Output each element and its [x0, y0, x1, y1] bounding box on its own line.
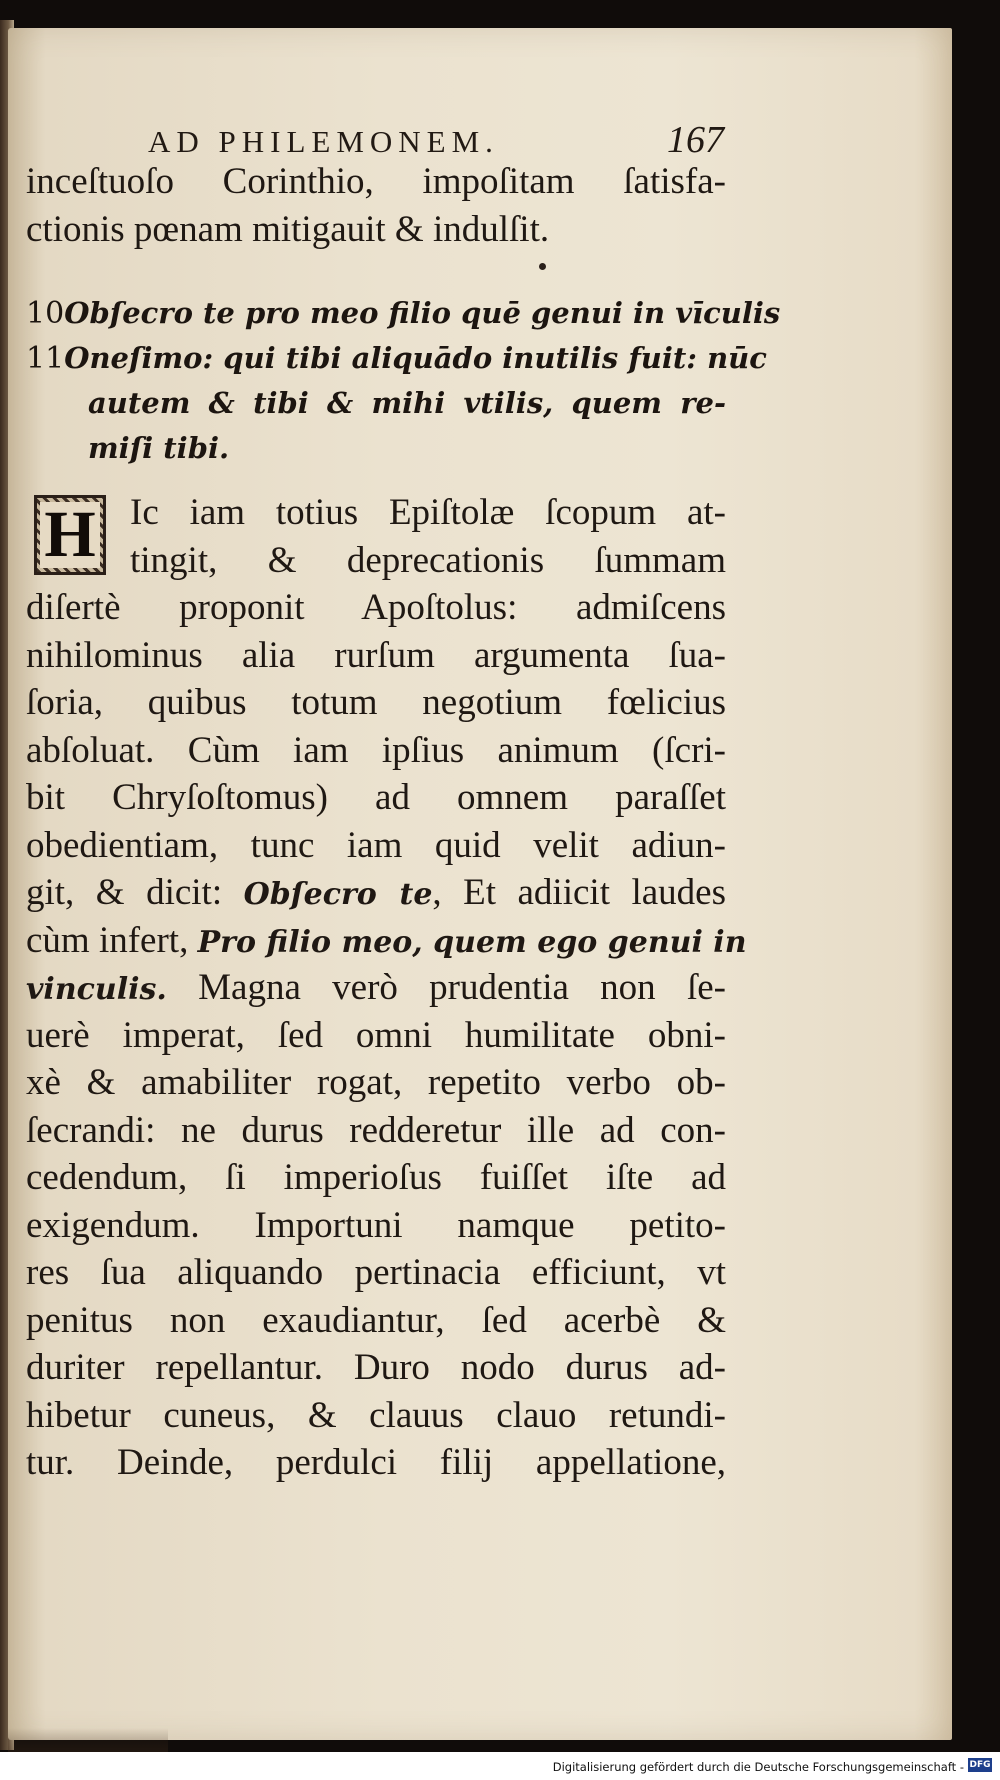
- text-line: exigendum. Importuni namque petito-: [26, 1204, 726, 1246]
- text-line: xè & amabiliter rogat, repetito verbo ob-: [26, 1062, 726, 1103]
- text-line: uerè imperat, ſed omni humilitate obni-: [26, 1014, 726, 1056]
- footer-credit: Digitalisierung gefördert durch die Deutsche Forschungsgemeinschaft -: [552, 1760, 964, 1774]
- text-line: [26, 964, 726, 1012]
- text-line: ctionis pœnam mitigauit & indulſit.: [26, 208, 550, 250]
- text-run: Magna verò prudentia non ſe-: [166, 967, 726, 1008]
- text-line: Ic iam totius Epiſtolæ ſcopum at-: [130, 492, 726, 533]
- page-number: 167: [667, 119, 724, 161]
- text-line: res ſua aliquando pertinacia efficiunt, vt: [26, 1252, 726, 1293]
- text-line: [26, 917, 747, 965]
- verse-line: [26, 426, 726, 471]
- text-line: ſecrandi: ne durus redderetur ille ad con-: [26, 1109, 726, 1151]
- text-line: duriter repellantur. Duro nodo durus ad-: [26, 1347, 726, 1388]
- verse-text: Oneſimo: qui tibi aliquādo inutilis fuit: nūc: [64, 341, 767, 375]
- initial-letter: H: [40, 502, 99, 568]
- text-line: cedendum, ſi imperioſus fuiſſet iſte ad: [26, 1157, 726, 1198]
- text-line: obedientiam, tunc iam quid velit adiun-: [26, 824, 726, 866]
- text-line: inceſtuoſo Corinthio, impoſitam ſatisfa-: [26, 161, 726, 202]
- text-run: , Et adiicit laudes: [432, 872, 726, 913]
- text-line: tingit, & deprecationis ſummam: [130, 539, 726, 581]
- verse-text: Obſecro te pro meo filio quē genui in vīculis: [64, 296, 781, 330]
- section-divider: [26, 253, 726, 291]
- text-line: hibetur cuneus, & clauus clauo retundi-: [26, 1394, 726, 1436]
- decorated-initial: [34, 495, 106, 575]
- spacer: [26, 471, 726, 489]
- italic-quote: vinculis.: [26, 972, 167, 1007]
- italic-quote: Obſecro te: [243, 877, 433, 912]
- verse-text: autem & tibi & mihi vtilis, quem re-: [88, 386, 726, 420]
- running-head: [26, 118, 726, 161]
- verse-line: [26, 381, 726, 426]
- commentary-body: [26, 489, 747, 1487]
- text-line: nihilominus alia rurſum argumenta ſua-: [26, 634, 726, 676]
- text-line: tur. Deinde, perdulci filij appellatione,: [26, 1442, 726, 1483]
- verse-number: 10: [26, 296, 65, 331]
- divider-dot: [539, 263, 546, 270]
- text-line: abſoluat. Cùm iam ipſius animum (ſcri-: [26, 729, 726, 771]
- verse-text: miſi tibi.: [88, 431, 230, 465]
- dfg-logo: DFG: [969, 1760, 991, 1770]
- text-run: git, & dicit:: [26, 872, 244, 913]
- italic-quote: Pro filio meo, quem ego genui in: [197, 924, 747, 960]
- text-run: cùm infert,: [26, 919, 198, 961]
- text-line: penitus non exaudiantur, ſed acerbè &: [26, 1299, 726, 1341]
- verse-number: 11: [26, 341, 65, 376]
- text-line: ſoria, quibus totum negotium fœlicius: [26, 682, 726, 723]
- verse-line: [26, 336, 767, 381]
- verse-line: [26, 291, 781, 336]
- text-line: diſertè proponit Apoſtolus: admiſcens: [26, 587, 726, 628]
- running-head-title: AD PHILEMONEM.: [148, 124, 499, 159]
- page-text: [26, 118, 781, 1487]
- text-line: bit Chryſoſtomus) ad omnem paraſſet: [26, 777, 726, 818]
- text-line: [26, 869, 726, 917]
